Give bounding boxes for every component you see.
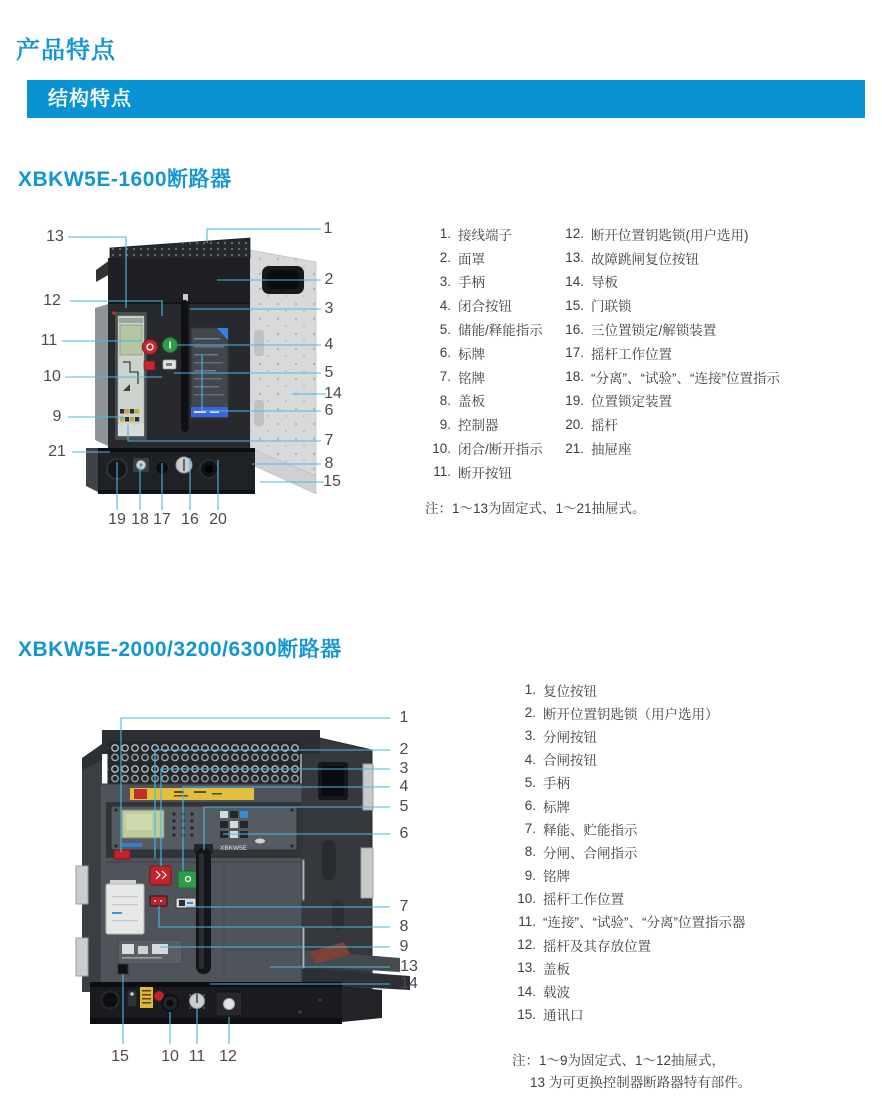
legend-item [512, 979, 745, 1002]
legend-item-label: 标牌 [543, 799, 570, 815]
figure2-note-line2: 13 为可更换控制器断路器特有部件。 [530, 1075, 752, 1090]
callout-number: 5 [324, 364, 334, 381]
legend-item-number: 6. [524, 798, 536, 814]
legend-item-number: 10. [432, 440, 451, 456]
legend-item-label: 合闸按钮 [543, 753, 597, 769]
figure1-legend-left [427, 222, 560, 484]
legend-item [427, 246, 560, 270]
callout-number: 3 [399, 760, 409, 777]
legend-item-label: 分闸、合闸指示 [543, 845, 638, 861]
legend-item [512, 817, 745, 840]
legend-item-label: 闭合/断开指示 [458, 442, 543, 458]
legend-item [512, 1003, 745, 1026]
legend-item-number: 15. [565, 297, 584, 313]
legend-item-number: 3. [524, 728, 536, 744]
legend-item-number: 4. [439, 297, 451, 313]
callout-number: 12 [43, 292, 61, 309]
callout-number: 14 [324, 385, 342, 402]
legend-item-number: 17. [565, 345, 584, 361]
callout-number: 7 [399, 898, 409, 915]
legend-item-number: 2. [524, 705, 536, 721]
legend-item [560, 412, 780, 436]
callout-number: 4 [324, 336, 334, 353]
legend-item-number: 10. [517, 890, 536, 906]
legend-item-label: 铭牌 [543, 869, 570, 885]
figure2-title: XBKW5E-2000/3200/6300断路器 [18, 638, 342, 662]
callout-number: 10 [161, 1048, 179, 1065]
legend-item-label: 载波 [543, 985, 570, 1001]
legend-item [560, 341, 780, 365]
legend-item [427, 270, 560, 294]
legend-item-label: 位置锁定装置 [591, 394, 672, 410]
legend-item-number: 8. [439, 392, 451, 408]
legend-item-label: 抽屉座 [591, 442, 632, 458]
legend-item [512, 794, 745, 817]
legend-item-number: 12. [517, 937, 536, 953]
legend-item-label: 断开位置钥匙锁（用户选用） [543, 706, 719, 722]
legend-item-number: 11. [518, 913, 536, 929]
legend-item [427, 293, 560, 317]
callout-number: 8 [324, 455, 334, 472]
section-banner-label: 结构特点 [48, 88, 132, 110]
callout-number: 5 [399, 798, 409, 815]
legend-item-label: 摇杆 [591, 418, 618, 434]
callout-number: 12 [219, 1048, 237, 1065]
legend-item [560, 222, 780, 246]
legend-item-label: “连接”、“试验”、“分离”位置指示器 [543, 915, 746, 931]
callout-number: 10 [43, 368, 61, 385]
callout-number: 18 [131, 511, 149, 528]
legend-item-label: 通讯口 [543, 1008, 584, 1024]
device-model-label: XBKW5E [220, 845, 248, 852]
callout-number: 3 [324, 300, 334, 317]
legend-item [560, 365, 780, 389]
figure1-title: XBKW5E-1600断路器 [18, 168, 232, 192]
legend-item-label: 门联锁 [591, 299, 632, 315]
legend-item-label: 摇杆及其存放位置 [543, 938, 651, 954]
legend-item [427, 460, 560, 484]
legend-item-number: 13. [565, 250, 584, 266]
legend-item-number: 9. [439, 416, 451, 432]
legend-item-label: “分离”、“试验”、“连接”位置指示 [591, 370, 780, 386]
legend-item [512, 771, 745, 794]
legend-item-label: 标牌 [458, 346, 485, 362]
legend-item [512, 864, 745, 887]
figure2-note-line1: 注：1～9为固定式、1～12抽屉式， [512, 1053, 726, 1068]
legend-item [560, 317, 780, 341]
figure1-note: 注：1～13为固定式、1～21抽屉式。 [425, 501, 646, 516]
callout-number: 1 [323, 220, 333, 237]
page-title: 产品特点 [16, 37, 116, 65]
figure1-diagram [40, 210, 350, 540]
legend-item-number: 1. [439, 226, 451, 242]
callout-number: 9 [399, 938, 409, 955]
callout-number: 20 [209, 511, 227, 528]
legend-item-label: 断开位置钥匙锁(用户选用) [591, 227, 749, 243]
legend-item-number: 7. [439, 369, 451, 385]
legend-item-label: 手柄 [458, 275, 485, 291]
legend-item-number: 12. [565, 226, 584, 242]
callout-number: 11 [40, 332, 58, 349]
legend-item [427, 222, 560, 246]
callout-number: 11 [188, 1048, 206, 1065]
legend-item [427, 389, 560, 413]
legend-item [512, 701, 745, 724]
figure2-diagram [70, 700, 470, 1080]
legend-item-label: 导板 [591, 275, 618, 291]
legend-item [512, 840, 745, 863]
figure1-callouts [40, 210, 350, 540]
legend-item-number: 6. [439, 345, 451, 361]
callout-number: 8 [399, 918, 409, 935]
legend-item-number: 20. [565, 416, 584, 432]
legend-item-label: 分闸按钮 [543, 729, 597, 745]
legend-item [427, 341, 560, 365]
legend-item [560, 270, 780, 294]
legend-item-number: 14. [565, 273, 584, 289]
legend-item-number: 11. [433, 464, 451, 480]
callout-number: 17 [153, 511, 171, 528]
legend-item-number: 14. [517, 983, 536, 999]
legend-item [512, 910, 745, 933]
legend-item-number: 4. [524, 751, 536, 767]
legend-item-number: 15. [517, 1006, 536, 1022]
legend-item-number: 7. [524, 821, 536, 837]
callout-number: 19 [108, 511, 126, 528]
legend-item [427, 436, 560, 460]
legend-item [560, 389, 780, 413]
legend-item-number: 5. [439, 321, 451, 337]
legend-item-label: 接线端子 [458, 227, 512, 243]
legend-item-label: 储能/释能指示 [458, 323, 543, 339]
legend-item-label: 闭合按钮 [458, 299, 512, 315]
callout-number: 16 [181, 511, 199, 528]
figure1-legend-right [560, 222, 780, 484]
legend-item-number: 16. [565, 321, 584, 337]
callout-number: 13 [400, 958, 418, 975]
figure1-legend [427, 222, 780, 484]
callout-number: 15 [323, 473, 341, 490]
section-banner [27, 80, 865, 118]
legend-item-number: 13. [517, 960, 536, 976]
legend-item [560, 293, 780, 317]
legend-item-label: 摇杆工作位置 [591, 346, 672, 362]
legend-item-label: 断开按钮 [458, 465, 512, 481]
legend-item [512, 724, 745, 747]
legend-item-number: 19. [565, 392, 584, 408]
legend-item-number: 8. [524, 844, 536, 860]
legend-item-label: 释能、贮能指示 [543, 822, 638, 838]
legend-item-label: 摇杆工作位置 [543, 892, 624, 908]
legend-item [512, 887, 745, 910]
legend-item [512, 933, 745, 956]
legend-item-number: 21. [565, 440, 584, 456]
legend-item-number: 5. [524, 774, 536, 790]
legend-item-number: 18. [565, 369, 584, 385]
callout-number: 13 [46, 228, 64, 245]
callout-number: 6 [324, 402, 334, 419]
callout-number: 4 [399, 778, 409, 795]
callout-number: 15 [111, 1048, 129, 1065]
legend-item [560, 246, 780, 270]
legend-item-number: 9. [524, 867, 536, 883]
legend-item [560, 436, 780, 460]
callout-number: 6 [399, 825, 409, 842]
legend-item-number: 3. [439, 273, 451, 289]
legend-item-label: 盖板 [458, 394, 485, 410]
callout-number: 7 [324, 432, 334, 449]
callout-number: 2 [324, 271, 334, 288]
legend-item-label: 故障跳闸复位按钮 [591, 251, 699, 267]
legend-item-number: 2. [439, 250, 451, 266]
figure2-legend [512, 678, 745, 1026]
legend-item-label: 盖板 [543, 961, 570, 977]
legend-item [427, 412, 560, 436]
callout-number: 21 [48, 443, 66, 460]
callout-number: 9 [52, 408, 62, 425]
legend-item [512, 748, 745, 771]
legend-item-label: 复位按钮 [543, 683, 597, 699]
callout-number: 2 [399, 741, 409, 758]
legend-item-label: 三位置锁定/解锁装置 [591, 323, 717, 339]
legend-item [512, 956, 745, 979]
legend-item-label: 铭牌 [458, 370, 485, 386]
legend-item [427, 317, 560, 341]
callout-number: 14 [400, 975, 418, 992]
legend-item [427, 365, 560, 389]
legend-item-label: 手柄 [543, 776, 570, 792]
legend-item [512, 678, 745, 701]
figure2-callouts [70, 700, 470, 1080]
callout-number: 1 [399, 709, 409, 726]
legend-item-number: 1. [524, 682, 536, 698]
legend-item-label: 面罩 [458, 251, 485, 267]
legend-item-label: 控制器 [458, 418, 499, 434]
